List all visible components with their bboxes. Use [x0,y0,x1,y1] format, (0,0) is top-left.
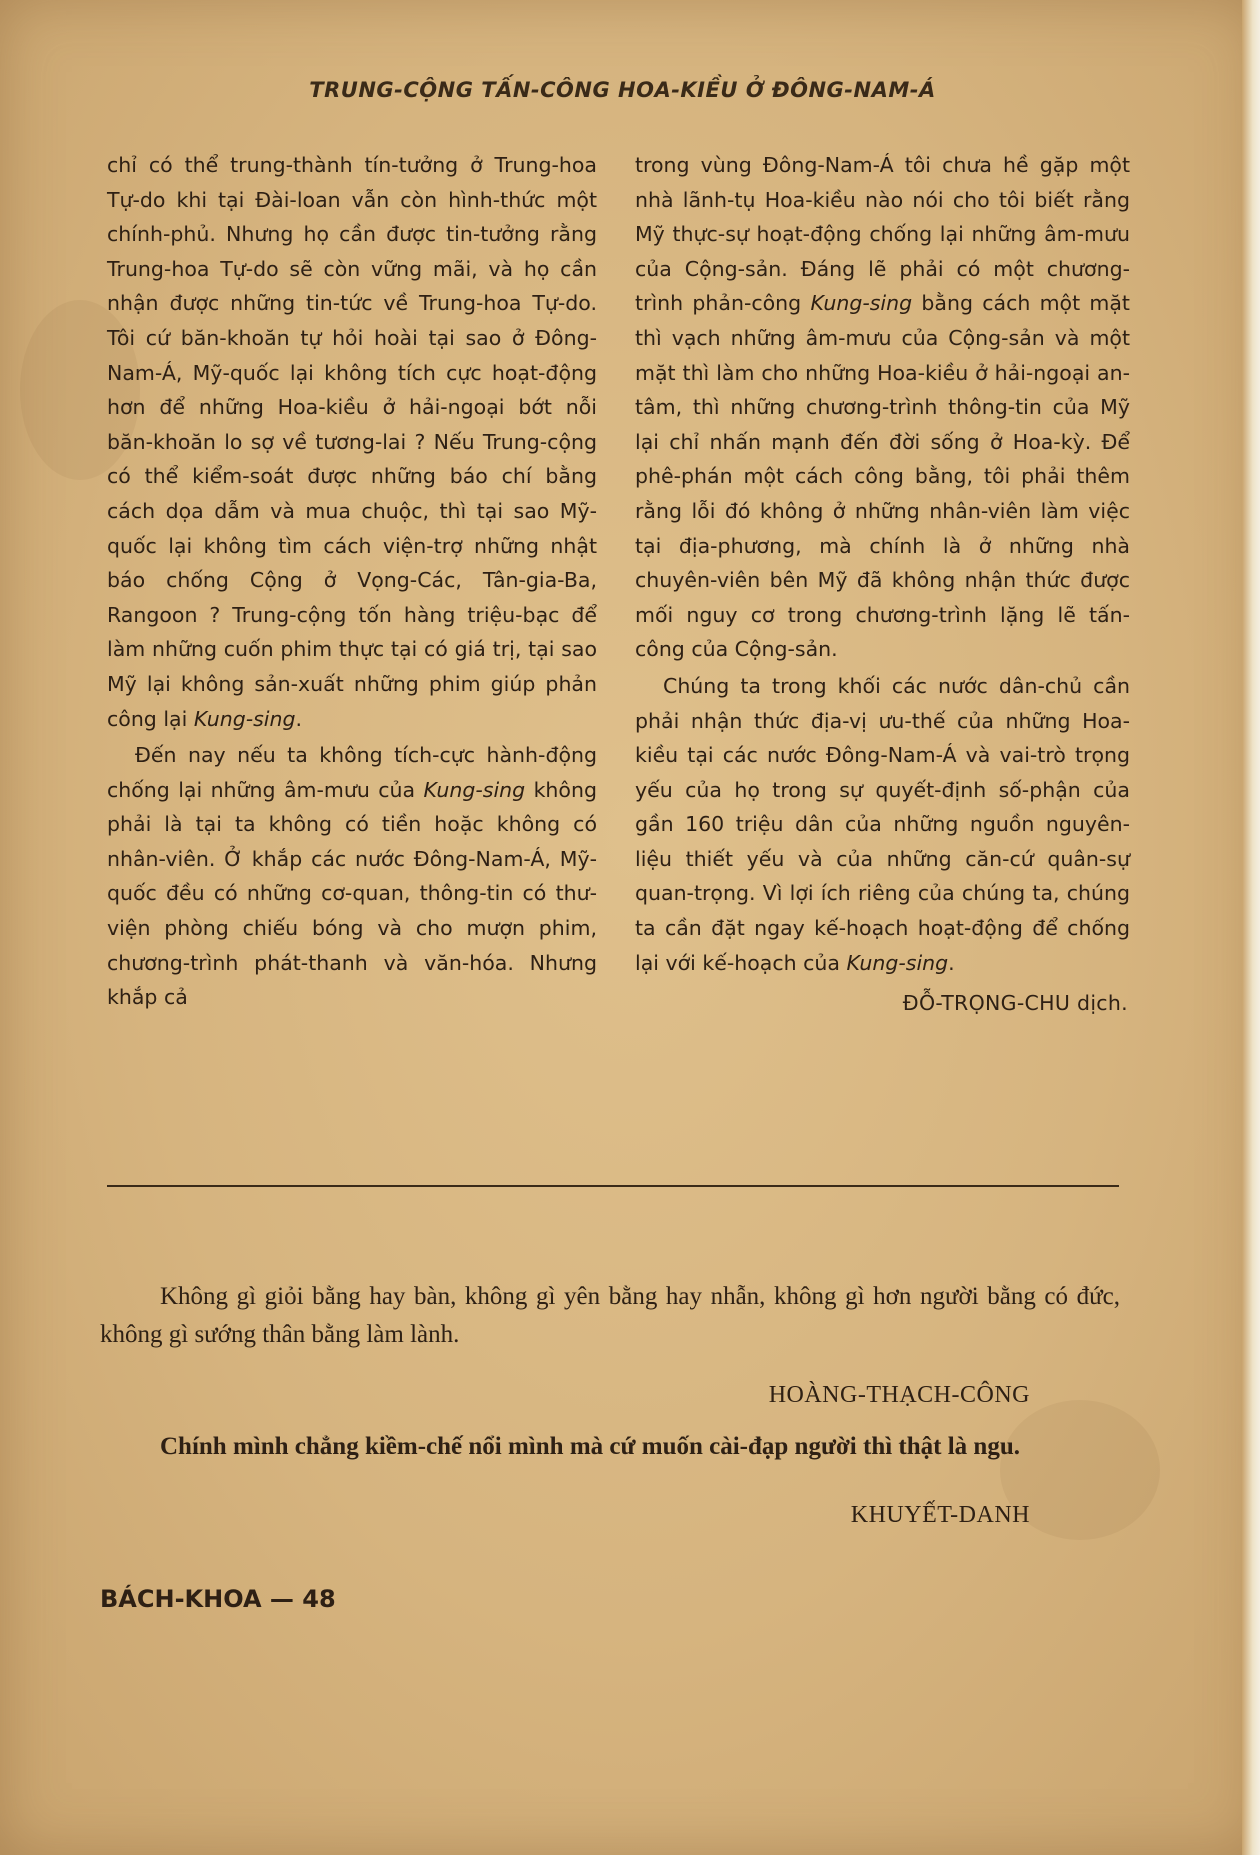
quote-block [100,1278,1120,1414]
term-kung-sing: Kung-sing [846,950,949,975]
quote-author: KHUYẾT-DANH [850,1502,1030,1528]
paragraph-text: bằng cách một mặt thì vạch những âm-mưu của Cộng-sản và một mặt thì làm cho những Hoa-kiều ở hải-ngoại an-tâm, thì những chương-trình thông-tin của Mỹ lại chỉ nhấn mạnh đến đời sống ở Hoa-kỳ. Để phê-phán một cách công bằng, tôi phải thêm rằng lỗi đó không ở những nhân-viên làm việc tại địa-phương, mà chính là ở những nhà chuyên-viên bên Mỹ đã không nhận thức được mối nguy cơ trong chương-trình lặng lẽ tấn-công của Cộng-sản. [635,291,1130,662]
term-kung-sing: Kung-sing [193,706,296,731]
paragraph [107,738,597,1015]
section-divider [107,1185,1119,1187]
quote-author: HOÀNG-THẠCH-CÔNG [768,1382,1030,1408]
quote-block [100,1428,1120,1534]
quote-text: Chính mình chẳng kiềm-chế nổi mình mà cứ muốn cài-đạp người thì thật là ngu. [160,1433,1020,1460]
page-footer: BÁCH-KHOA — 48 [100,1585,336,1613]
article-left-column [107,148,597,1015]
page-edge [1242,0,1260,1855]
paragraph-text: Chúng ta trong khối các nước dân-chủ cần phải nhận thức địa-vị ưu-thế của những Hoa-kiều tại các nước Đông-Nam-Á và vai-trò trọng yếu của họ trong sự quyết-định số-phận của gần 160 triệu dân của những nguồn nguyên-liệu thiết yếu và của những căn-cứ quân-sự quan-trọng. Vì lợi ích riêng của chúng ta, chúng ta cần đặt ngay kế-hoạch hoạt-động để chống lại với kế-hoạch của [635,673,1130,975]
paragraph: Chúng ta trong khối các nước dân-chủ cần phải nhận thức địa-vị ưu-thế của những Hoa-kiều tại các nước Đông-Nam-Á và vai-trò trọng yếu của họ trong sự quyết-định số-phận của gần 160 triệu dân của những nguồn nguyên-liệu thiết yếu và của những căn-cứ quân-sự quan-trọng. Vì lợi ích riêng của chúng ta, chúng ta cần đặt ngay kế-hoạch hoạt-động để chống lại với kế-hoạch của Kung-sing. [635,673,1130,975]
paragraph: chỉ có thể trung-thành tín-tưởng ở Trung-hoa Tự-do khi tại Đài-loan vẫn còn hình-thức một chính-phủ. Nhưng họ cần được tin-tưởng rằng Trung-hoa Tự-do sẽ còn vững mãi, và họ cần nhận được những tin-tức về Trung-hoa Tự-do. Tôi cứ băn-khoăn tự hỏi hoài tại sao ở Đông-Nam-Á, Mỹ-quốc lại không tích cực hoạt-động hơn để những Hoa-kiều ở hải-ngoại bớt nỗi băn-khoăn lo sợ về tương-lai ? Nếu Trung-cộng có thể kiểm-soát được những báo chí bằng cách dọa dẫm và mua chuộc, thì tại sao Mỹ-quốc lại không tìm cách viện-trợ những nhật báo chống Cộng ở Vọng-Các, Tân-gia-Ba, Rangoon ? Trung-cộng tốn hàng triệu-bạc để làm những cuốn phim thực tại có giá trị, tại sao Mỹ lại không sản-xuất những phim giúp phản công lại Kung-sing. [107,153,597,731]
paragraph-text: chỉ có thể trung-thành tín-tưởng ở Trung-hoa Tự-do khi tại Đài-loan vẫn còn hình-thức một chính-phủ. Nhưng họ cần được tin-tưởng rằng Trung-hoa Tự-do sẽ còn vững mãi, và họ cần nhận được những tin-tức về Trung-hoa Tự-do. Tôi cứ băn-khoăn tự hỏi hoài tại sao ở Đông-Nam-Á, Mỹ-quốc lại không tích cực hoạt-động hơn để những Hoa-kiều ở hải-ngoại bớt nỗi băn-khoăn lo sợ về tương-lai ? Nếu Trung-cộng có thể kiểm-soát được những báo chí bằng cách dọa dẫm và mua chuộc, thì tại sao Mỹ-quốc lại không tìm cách viện-trợ những nhật báo chống Cộng ở Vọng-Các, Tân-gia-Ba, Rangoon ? Trung-cộng tốn hàng triệu-bạc để làm những cuốn phim thực tại có giá trị, tại sao Mỹ lại không sản-xuất những phim giúp phản công lại [107,153,597,731]
paragraph [635,148,1130,667]
term-kung-sing: Kung-sing [810,291,913,316]
paragraph-text: trong vùng Đông-Nam-Á tôi chưa hề gặp một nhà lãnh-tụ Hoa-kiều nào nói cho tôi biết rằng Mỹ thực-sự hoạt-động chống lại những âm-mưu của Cộng-sản. Đáng lẽ phải có một chương-trình phản-công [635,153,1130,316]
quote-text: Không gì giỏi bằng hay bàn, không gì yên bằng hay nhẫn, không gì hơn người bằng có đức, không gì sướng thân bằng làm lành. [100,1283,1120,1348]
article-right-column [635,148,1130,1021]
paragraph-text: không phải là tại ta không có tiền hoặc không có nhân-viên. Ở khắp các nước Đông-Nam-Á, Mỹ-quốc đều có những cơ-quan, thông-tin có thư-viện phòng chiếu bóng và cho mượn phim, chương-trình phát-thanh và văn-hóa. Nhưng khắp cả [107,777,597,1010]
paragraph-text: Đến nay nếu ta không tích-cực hành-động chống lại những âm-mưu của [107,743,597,802]
translator-signature: ĐỖ-TRỌNG-CHU dịch. [902,991,1128,1016]
term-kung-sing: Kung-sing [423,777,526,802]
running-title: TRUNG-CỘNG TẤN-CÔNG HOA-KIỀU Ở ĐÔNG-NAM-Á [309,78,936,102]
